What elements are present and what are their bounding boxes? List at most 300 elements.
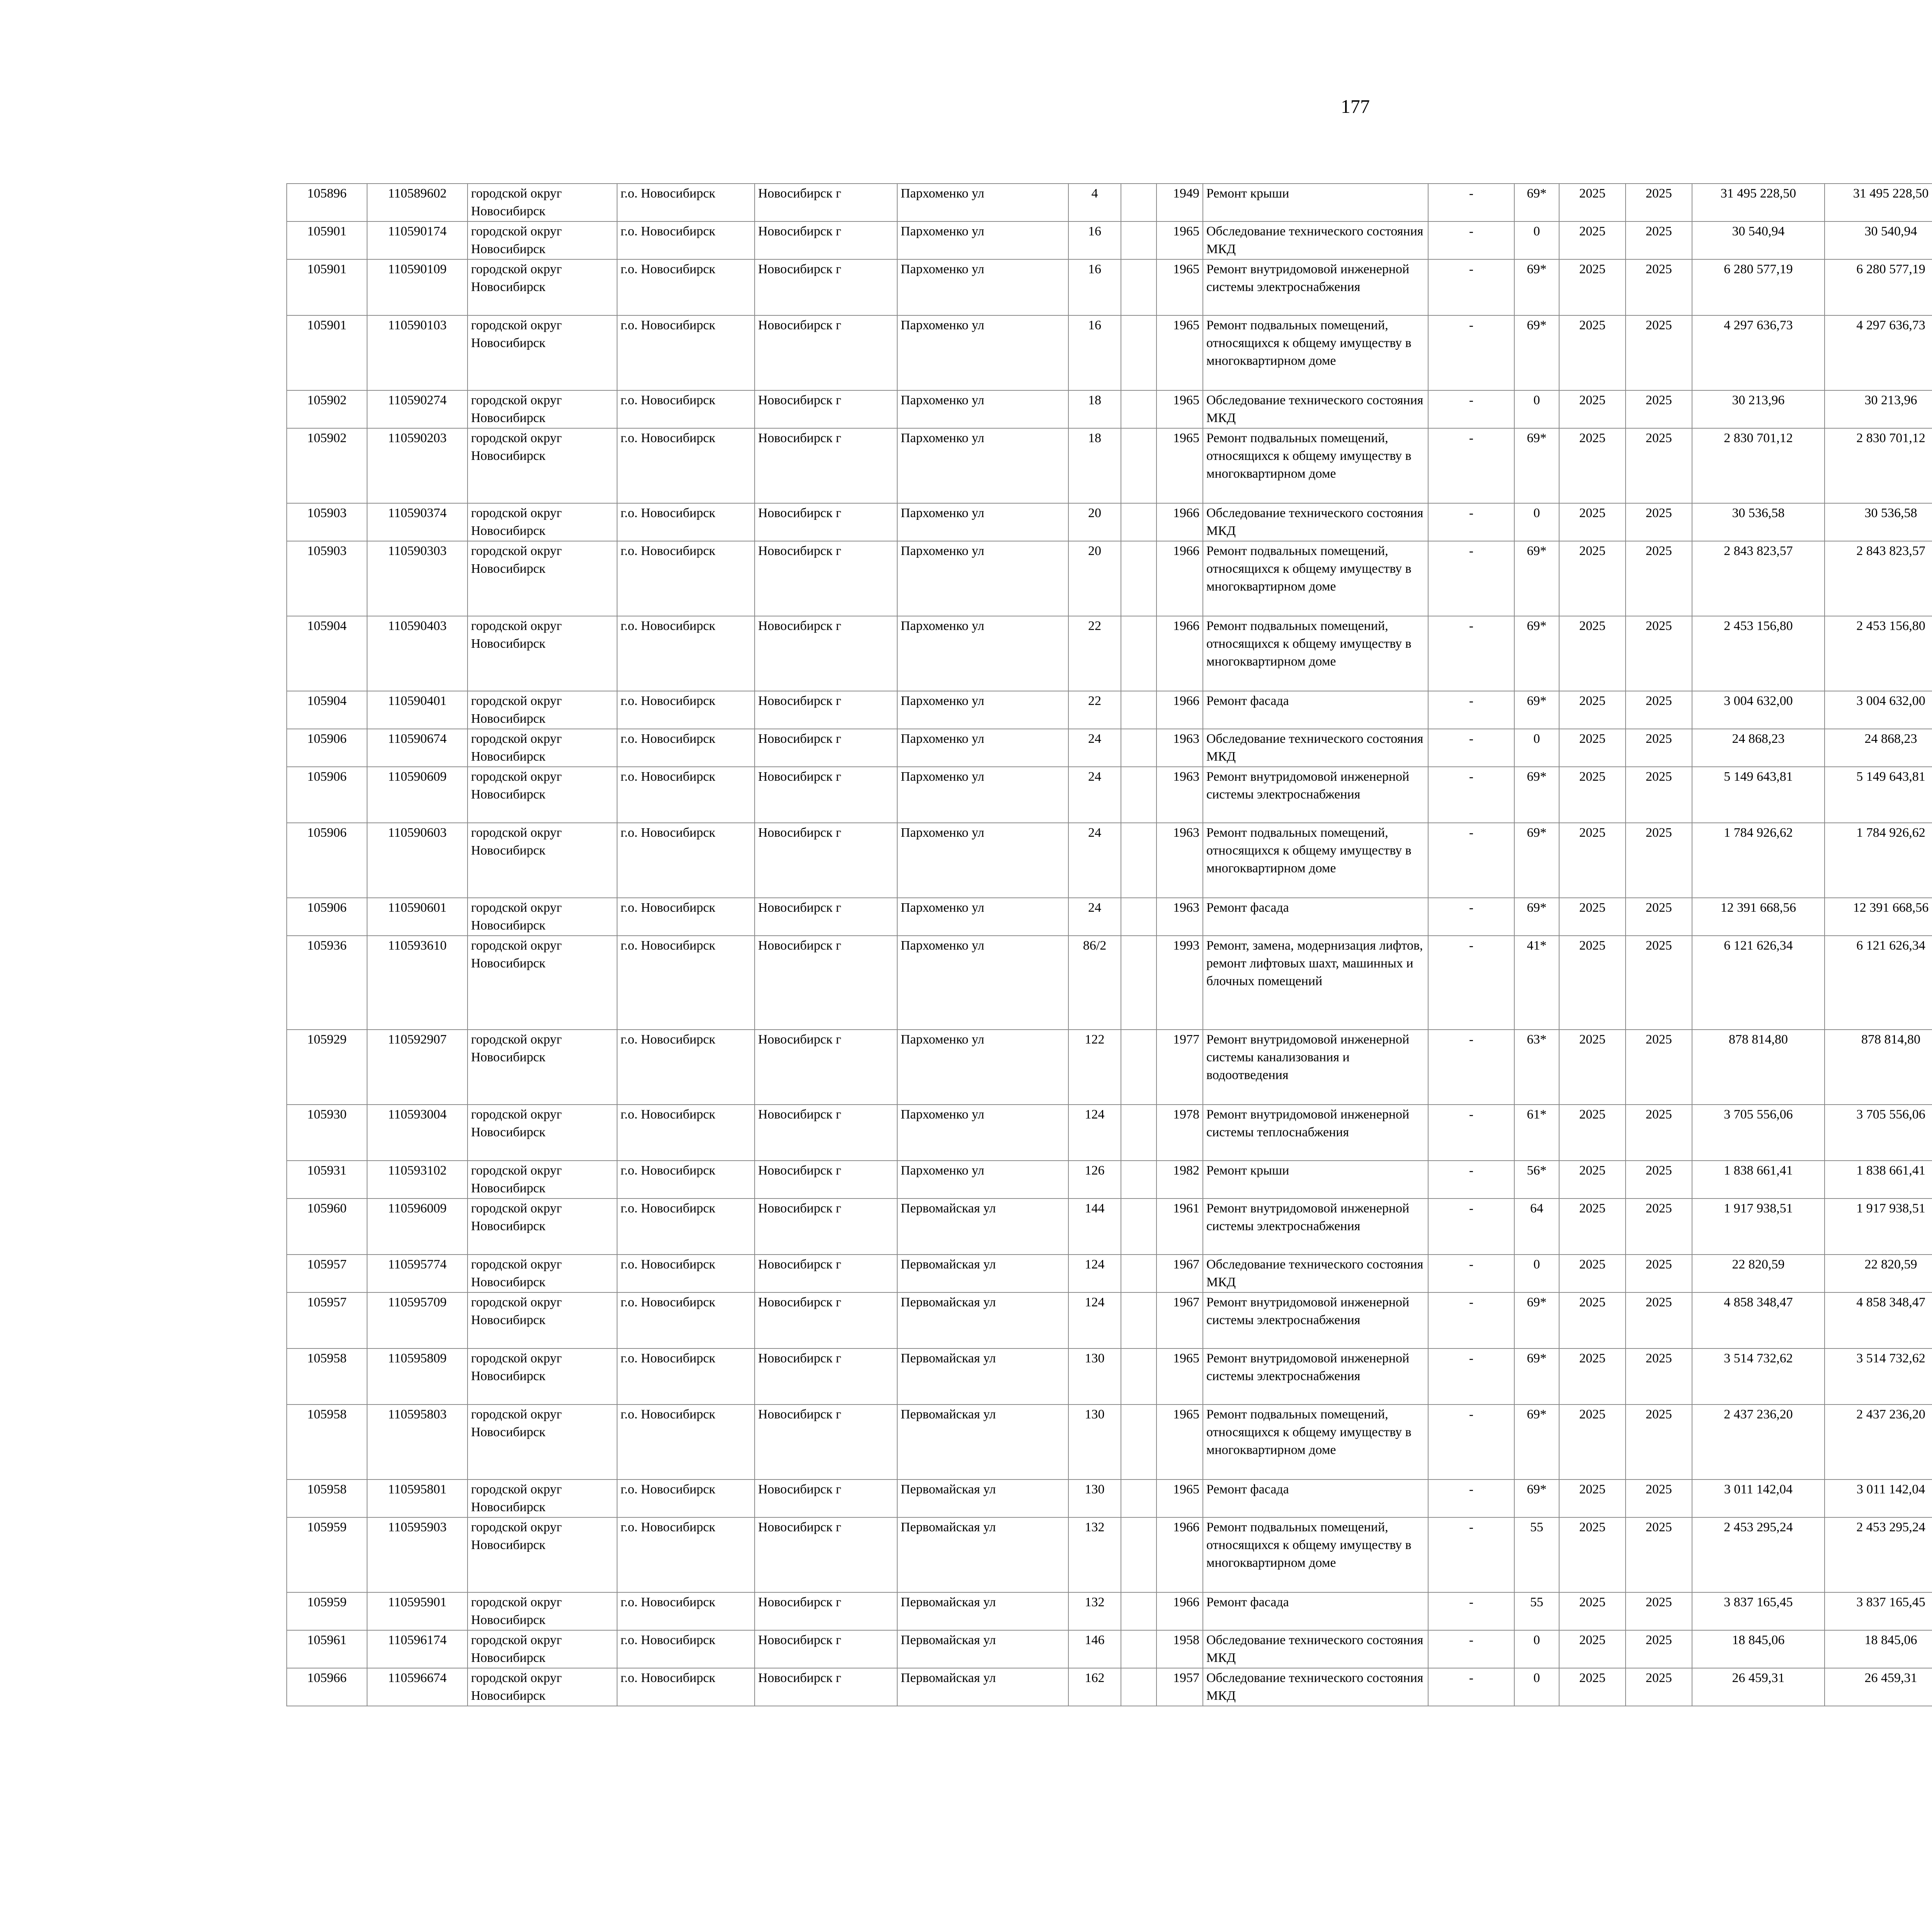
start-year-cell: 2025 — [1559, 428, 1626, 503]
end-year-cell: 2025 — [1626, 1105, 1692, 1161]
dash-cell: - — [1428, 1668, 1514, 1706]
work-type-cell: Ремонт внутридомовой инженерной системы электроснабжения — [1203, 1199, 1428, 1255]
total-cost-cell: 1 917 938,51 — [1692, 1199, 1825, 1255]
year-built-cell: 1958 — [1156, 1630, 1203, 1668]
total-cost-cell: 3 011 142,04 — [1692, 1479, 1825, 1517]
dash-cell: - — [1428, 428, 1514, 503]
year-built-cell: 1978 — [1156, 1105, 1203, 1161]
table-row — [287, 898, 1932, 936]
work-type-cell: Ремонт фасада — [1203, 691, 1428, 729]
wear-percent-cell: 69* — [1514, 898, 1559, 936]
start-year-cell: 2025 — [1559, 1348, 1626, 1405]
district-cell: городской округ Новосибирск — [468, 1405, 617, 1479]
start-year-cell: 2025 — [1559, 823, 1626, 898]
end-year-cell: 2025 — [1626, 390, 1692, 428]
object-id-cell: 105958 — [287, 1405, 367, 1479]
work-code-cell: 110595801 — [367, 1479, 468, 1517]
wear-percent-cell: 0 — [1514, 1255, 1559, 1292]
house-number-cell: 126 — [1068, 1161, 1121, 1199]
object-id-cell: 105936 — [287, 936, 367, 1030]
object-id-cell: 105958 — [287, 1479, 367, 1517]
work-type-cell: Ремонт подвальных помещений, относящихся к общему имуществу в многоквартирном доме — [1203, 823, 1428, 898]
city-cell: Новосибирск г — [755, 691, 897, 729]
street-cell: Пархоменко ул — [897, 428, 1068, 503]
end-year-cell: 2025 — [1626, 1255, 1692, 1292]
work-code-cell: 110596009 — [367, 1199, 468, 1255]
street-cell: Первомайская ул — [897, 1479, 1068, 1517]
city-cell: Новосибирск г — [755, 1479, 897, 1517]
street-cell: Первомайская ул — [897, 1255, 1068, 1292]
year-built-cell: 1963 — [1156, 823, 1203, 898]
object-id-cell: 105904 — [287, 691, 367, 729]
house-number-cell: 124 — [1068, 1255, 1121, 1292]
end-year-cell: 2025 — [1626, 541, 1692, 616]
capital-repair-table — [286, 183, 1932, 1706]
fund-cost-cell: 30 213,96 — [1825, 390, 1932, 428]
city-cell: Новосибирск г — [755, 823, 897, 898]
end-year-cell: 2025 — [1626, 616, 1692, 691]
street-cell: Пархоменко ул — [897, 729, 1068, 767]
table-row — [287, 1105, 1932, 1161]
district-cell: городской округ Новосибирск — [468, 315, 617, 390]
municipality-cell: г.о. Новосибирск — [617, 1255, 755, 1292]
table-row — [287, 767, 1932, 823]
start-year-cell: 2025 — [1559, 503, 1626, 541]
street-cell: Пархоменко ул — [897, 390, 1068, 428]
street-cell: Первомайская ул — [897, 1592, 1068, 1630]
year-built-cell: 1949 — [1156, 184, 1203, 221]
work-type-cell: Ремонт внутридомовой инженерной системы теплоснабжения — [1203, 1105, 1428, 1161]
house-number-cell: 16 — [1068, 259, 1121, 315]
object-id-cell: 105960 — [287, 1199, 367, 1255]
end-year-cell: 2025 — [1626, 823, 1692, 898]
year-built-cell: 1963 — [1156, 767, 1203, 823]
dash-cell: - — [1428, 1348, 1514, 1405]
table-row — [287, 1199, 1932, 1255]
city-cell: Новосибирск г — [755, 503, 897, 541]
table-row — [287, 1161, 1932, 1199]
start-year-cell: 2025 — [1559, 1292, 1626, 1348]
house-number-cell: 18 — [1068, 390, 1121, 428]
work-code-cell: 110590674 — [367, 729, 468, 767]
street-cell: Пархоменко ул — [897, 936, 1068, 1030]
work-type-cell: Ремонт внутридомовой инженерной системы электроснабжения — [1203, 1348, 1428, 1405]
start-year-cell: 2025 — [1559, 767, 1626, 823]
total-cost-cell: 30 213,96 — [1692, 390, 1825, 428]
house-number-cell: 144 — [1068, 1199, 1121, 1255]
year-built-cell: 1965 — [1156, 315, 1203, 390]
building-letter-cell — [1121, 1405, 1156, 1479]
house-number-cell: 24 — [1068, 823, 1121, 898]
object-id-cell: 105957 — [287, 1292, 367, 1348]
house-number-cell: 162 — [1068, 1668, 1121, 1706]
fund-cost-cell: 30 536,58 — [1825, 503, 1932, 541]
end-year-cell: 2025 — [1626, 898, 1692, 936]
building-letter-cell — [1121, 1161, 1156, 1199]
district-cell: городской округ Новосибирск — [468, 390, 617, 428]
end-year-cell: 2025 — [1626, 1668, 1692, 1706]
work-code-cell: 110590274 — [367, 390, 468, 428]
dash-cell: - — [1428, 691, 1514, 729]
year-built-cell: 1961 — [1156, 1199, 1203, 1255]
total-cost-cell: 1 784 926,62 — [1692, 823, 1825, 898]
building-letter-cell — [1121, 767, 1156, 823]
total-cost-cell: 2 453 156,80 — [1692, 616, 1825, 691]
wear-percent-cell: 69* — [1514, 691, 1559, 729]
object-id-cell: 105959 — [287, 1592, 367, 1630]
year-built-cell: 1963 — [1156, 729, 1203, 767]
total-cost-cell: 4 297 636,73 — [1692, 315, 1825, 390]
city-cell: Новосибирск г — [755, 616, 897, 691]
start-year-cell: 2025 — [1559, 616, 1626, 691]
building-letter-cell — [1121, 221, 1156, 259]
table-row — [287, 428, 1932, 503]
wear-percent-cell: 0 — [1514, 221, 1559, 259]
object-id-cell: 105903 — [287, 503, 367, 541]
wear-percent-cell: 0 — [1514, 1668, 1559, 1706]
street-cell: Пархоменко ул — [897, 184, 1068, 221]
start-year-cell: 2025 — [1559, 184, 1626, 221]
street-cell: Пархоменко ул — [897, 1105, 1068, 1161]
fund-cost-cell: 1 838 661,41 — [1825, 1161, 1932, 1199]
year-built-cell: 1966 — [1156, 691, 1203, 729]
start-year-cell: 2025 — [1559, 1255, 1626, 1292]
dash-cell: - — [1428, 616, 1514, 691]
fund-cost-cell: 12 391 668,56 — [1825, 898, 1932, 936]
total-cost-cell: 18 845,06 — [1692, 1630, 1825, 1668]
table-row — [287, 1592, 1932, 1630]
start-year-cell: 2025 — [1559, 691, 1626, 729]
house-number-cell: 20 — [1068, 503, 1121, 541]
district-cell: городской округ Новосибирск — [468, 1668, 617, 1706]
end-year-cell: 2025 — [1626, 315, 1692, 390]
wear-percent-cell: 69* — [1514, 1479, 1559, 1517]
building-letter-cell — [1121, 541, 1156, 616]
city-cell: Новосибирск г — [755, 1668, 897, 1706]
work-code-cell: 110590203 — [367, 428, 468, 503]
street-cell: Пархоменко ул — [897, 315, 1068, 390]
object-id-cell: 105904 — [287, 616, 367, 691]
end-year-cell: 2025 — [1626, 691, 1692, 729]
work-code-cell: 110595809 — [367, 1348, 468, 1405]
total-cost-cell: 31 495 228,50 — [1692, 184, 1825, 221]
fund-cost-cell: 2 453 295,24 — [1825, 1517, 1932, 1592]
total-cost-cell: 2 453 295,24 — [1692, 1517, 1825, 1592]
municipality-cell: г.о. Новосибирск — [617, 1030, 755, 1105]
street-cell: Пархоменко ул — [897, 898, 1068, 936]
building-letter-cell — [1121, 315, 1156, 390]
work-type-cell: Ремонт внутридомовой инженерной системы электроснабжения — [1203, 259, 1428, 315]
table-row — [287, 729, 1932, 767]
work-code-cell: 110590174 — [367, 221, 468, 259]
city-cell: Новосибирск г — [755, 1199, 897, 1255]
year-built-cell: 1965 — [1156, 221, 1203, 259]
object-id-cell: 105959 — [287, 1517, 367, 1592]
work-code-cell: 110595903 — [367, 1517, 468, 1592]
district-cell: городской округ Новосибирск — [468, 1161, 617, 1199]
table-row — [287, 390, 1932, 428]
wear-percent-cell: 69* — [1514, 259, 1559, 315]
house-number-cell: 86/2 — [1068, 936, 1121, 1030]
start-year-cell: 2025 — [1559, 729, 1626, 767]
fund-cost-cell: 2 453 156,80 — [1825, 616, 1932, 691]
wear-percent-cell: 69* — [1514, 767, 1559, 823]
street-cell: Первомайская ул — [897, 1668, 1068, 1706]
work-type-cell: Обследование технического состояния МКД — [1203, 503, 1428, 541]
district-cell: городской округ Новосибирск — [468, 503, 617, 541]
work-type-cell: Ремонт, замена, модернизация лифтов, ремонт лифтовых шахт, машинных и блочных помещений — [1203, 936, 1428, 1030]
wear-percent-cell: 0 — [1514, 729, 1559, 767]
work-type-cell: Обследование технического состояния МКД — [1203, 1630, 1428, 1668]
work-type-cell: Ремонт крыши — [1203, 184, 1428, 221]
wear-percent-cell: 69* — [1514, 616, 1559, 691]
district-cell: городской округ Новосибирск — [468, 898, 617, 936]
year-built-cell: 1965 — [1156, 390, 1203, 428]
district-cell: городской округ Новосибирск — [468, 1105, 617, 1161]
street-cell: Первомайская ул — [897, 1348, 1068, 1405]
municipality-cell: г.о. Новосибирск — [617, 315, 755, 390]
city-cell: Новосибирск г — [755, 1630, 897, 1668]
building-letter-cell — [1121, 1030, 1156, 1105]
start-year-cell: 2025 — [1559, 936, 1626, 1030]
dash-cell: - — [1428, 315, 1514, 390]
object-id-cell: 105903 — [287, 541, 367, 616]
fund-cost-cell: 18 845,06 — [1825, 1630, 1932, 1668]
work-type-cell: Ремонт внутридомовой инженерной системы электроснабжения — [1203, 1292, 1428, 1348]
work-code-cell: 110590609 — [367, 767, 468, 823]
work-code-cell: 110593610 — [367, 936, 468, 1030]
total-cost-cell: 30 540,94 — [1692, 221, 1825, 259]
municipality-cell: г.о. Новосибирск — [617, 1348, 755, 1405]
start-year-cell: 2025 — [1559, 221, 1626, 259]
year-built-cell: 1963 — [1156, 898, 1203, 936]
total-cost-cell: 3 705 556,06 — [1692, 1105, 1825, 1161]
end-year-cell: 2025 — [1626, 1161, 1692, 1199]
district-cell: городской округ Новосибирск — [468, 1592, 617, 1630]
object-id-cell: 105958 — [287, 1348, 367, 1405]
wear-percent-cell: 55 — [1514, 1517, 1559, 1592]
street-cell: Пархоменко ул — [897, 691, 1068, 729]
dash-cell: - — [1428, 1105, 1514, 1161]
total-cost-cell: 30 536,58 — [1692, 503, 1825, 541]
work-type-cell: Ремонт крыши — [1203, 1161, 1428, 1199]
year-built-cell: 1977 — [1156, 1030, 1203, 1105]
building-letter-cell — [1121, 1292, 1156, 1348]
building-letter-cell — [1121, 616, 1156, 691]
total-cost-cell: 3 837 165,45 — [1692, 1592, 1825, 1630]
total-cost-cell: 2 437 236,20 — [1692, 1405, 1825, 1479]
city-cell: Новосибирск г — [755, 1161, 897, 1199]
district-cell: городской округ Новосибирск — [468, 184, 617, 221]
city-cell: Новосибирск г — [755, 1255, 897, 1292]
end-year-cell: 2025 — [1626, 936, 1692, 1030]
district-cell: городской округ Новосибирск — [468, 1348, 617, 1405]
dash-cell: - — [1428, 1517, 1514, 1592]
work-type-cell: Ремонт внутридомовой инженерной системы электроснабжения — [1203, 767, 1428, 823]
table-row — [287, 1348, 1932, 1405]
municipality-cell: г.о. Новосибирск — [617, 1592, 755, 1630]
building-letter-cell — [1121, 1630, 1156, 1668]
year-built-cell: 1966 — [1156, 503, 1203, 541]
start-year-cell: 2025 — [1559, 1105, 1626, 1161]
house-number-cell: 146 — [1068, 1630, 1121, 1668]
object-id-cell: 105906 — [287, 898, 367, 936]
end-year-cell: 2025 — [1626, 428, 1692, 503]
page-number: 177 — [1341, 95, 1370, 117]
municipality-cell: г.о. Новосибирск — [617, 221, 755, 259]
city-cell: Новосибирск г — [755, 390, 897, 428]
fund-cost-cell: 26 459,31 — [1825, 1668, 1932, 1706]
city-cell: Новосибирск г — [755, 428, 897, 503]
fund-cost-cell: 31 495 228,50 — [1825, 184, 1932, 221]
street-cell: Первомайская ул — [897, 1405, 1068, 1479]
start-year-cell: 2025 — [1559, 1405, 1626, 1479]
end-year-cell: 2025 — [1626, 1292, 1692, 1348]
object-id-cell: 105906 — [287, 729, 367, 767]
end-year-cell: 2025 — [1626, 1630, 1692, 1668]
object-id-cell: 105961 — [287, 1630, 367, 1668]
municipality-cell: г.о. Новосибирск — [617, 936, 755, 1030]
house-number-cell: 124 — [1068, 1105, 1121, 1161]
year-built-cell: 1966 — [1156, 616, 1203, 691]
district-cell: городской округ Новосибирск — [468, 823, 617, 898]
object-id-cell: 105906 — [287, 767, 367, 823]
end-year-cell: 2025 — [1626, 1199, 1692, 1255]
work-type-cell: Ремонт подвальных помещений, относящихся к общему имуществу в многоквартирном доме — [1203, 1517, 1428, 1592]
start-year-cell: 2025 — [1559, 1668, 1626, 1706]
total-cost-cell: 24 868,23 — [1692, 729, 1825, 767]
work-code-cell: 110596174 — [367, 1630, 468, 1668]
start-year-cell: 2025 — [1559, 1030, 1626, 1105]
wear-percent-cell: 0 — [1514, 503, 1559, 541]
district-cell: городской округ Новосибирск — [468, 1199, 617, 1255]
work-code-cell: 110590401 — [367, 691, 468, 729]
table-row — [287, 616, 1932, 691]
fund-cost-cell: 3 705 556,06 — [1825, 1105, 1932, 1161]
street-cell: Пархоменко ул — [897, 1161, 1068, 1199]
fund-cost-cell: 4 858 348,47 — [1825, 1292, 1932, 1348]
table-row — [287, 1479, 1932, 1517]
end-year-cell: 2025 — [1626, 259, 1692, 315]
house-number-cell: 132 — [1068, 1592, 1121, 1630]
house-number-cell: 24 — [1068, 898, 1121, 936]
district-cell: городской округ Новосибирск — [468, 1479, 617, 1517]
wear-percent-cell: 0 — [1514, 390, 1559, 428]
work-type-cell: Ремонт фасада — [1203, 1592, 1428, 1630]
work-code-cell: 110590374 — [367, 503, 468, 541]
city-cell: Новосибирск г — [755, 1348, 897, 1405]
building-letter-cell — [1121, 729, 1156, 767]
object-id-cell: 105966 — [287, 1668, 367, 1706]
work-code-cell: 110596674 — [367, 1668, 468, 1706]
work-type-cell: Ремонт подвальных помещений, относящихся к общему имуществу в многоквартирном доме — [1203, 616, 1428, 691]
municipality-cell: г.о. Новосибирск — [617, 729, 755, 767]
fund-cost-cell: 3 011 142,04 — [1825, 1479, 1932, 1517]
wear-percent-cell: 63* — [1514, 1030, 1559, 1105]
city-cell: Новосибирск г — [755, 221, 897, 259]
street-cell: Пархоменко ул — [897, 616, 1068, 691]
house-number-cell: 18 — [1068, 428, 1121, 503]
municipality-cell: г.о. Новосибирск — [617, 898, 755, 936]
end-year-cell: 2025 — [1626, 1517, 1692, 1592]
fund-cost-cell: 2 843 823,57 — [1825, 541, 1932, 616]
work-code-cell: 110593004 — [367, 1105, 468, 1161]
municipality-cell: г.о. Новосибирск — [617, 1199, 755, 1255]
fund-cost-cell: 24 868,23 — [1825, 729, 1932, 767]
city-cell: Новосибирск г — [755, 315, 897, 390]
object-id-cell: 105906 — [287, 823, 367, 898]
wear-percent-cell: 69* — [1514, 1405, 1559, 1479]
start-year-cell: 2025 — [1559, 259, 1626, 315]
start-year-cell: 2025 — [1559, 1592, 1626, 1630]
dash-cell: - — [1428, 1592, 1514, 1630]
district-cell: городской округ Новосибирск — [468, 1030, 617, 1105]
wear-percent-cell: 69* — [1514, 1348, 1559, 1405]
total-cost-cell: 878 814,80 — [1692, 1030, 1825, 1105]
building-letter-cell — [1121, 390, 1156, 428]
end-year-cell: 2025 — [1626, 1405, 1692, 1479]
work-type-cell: Ремонт подвальных помещений, относящихся к общему имуществу в многоквартирном доме — [1203, 428, 1428, 503]
year-built-cell: 1993 — [1156, 936, 1203, 1030]
municipality-cell: г.о. Новосибирск — [617, 1517, 755, 1592]
dash-cell: - — [1428, 1479, 1514, 1517]
house-number-cell: 132 — [1068, 1517, 1121, 1592]
municipality-cell: г.о. Новосибирск — [617, 390, 755, 428]
dash-cell: - — [1428, 1255, 1514, 1292]
end-year-cell: 2025 — [1626, 1592, 1692, 1630]
table-row — [287, 221, 1932, 259]
total-cost-cell: 3 004 632,00 — [1692, 691, 1825, 729]
total-cost-cell: 2 830 701,12 — [1692, 428, 1825, 503]
building-letter-cell — [1121, 503, 1156, 541]
work-code-cell: 110590109 — [367, 259, 468, 315]
district-cell: городской округ Новосибирск — [468, 428, 617, 503]
work-code-cell: 110590603 — [367, 823, 468, 898]
table-row — [287, 1255, 1932, 1292]
start-year-cell: 2025 — [1559, 1199, 1626, 1255]
wear-percent-cell: 56* — [1514, 1161, 1559, 1199]
year-built-cell: 1957 — [1156, 1668, 1203, 1706]
object-id-cell: 105901 — [287, 259, 367, 315]
work-code-cell: 110593102 — [367, 1161, 468, 1199]
house-number-cell: 22 — [1068, 691, 1121, 729]
building-letter-cell — [1121, 184, 1156, 221]
table-row — [287, 691, 1932, 729]
start-year-cell: 2025 — [1559, 1630, 1626, 1668]
municipality-cell: г.о. Новосибирск — [617, 503, 755, 541]
year-built-cell: 1982 — [1156, 1161, 1203, 1199]
work-type-cell: Ремонт подвальных помещений, относящихся к общему имуществу в многоквартирном доме — [1203, 541, 1428, 616]
start-year-cell: 2025 — [1559, 1161, 1626, 1199]
district-cell: городской округ Новосибирск — [468, 729, 617, 767]
city-cell: Новосибирск г — [755, 936, 897, 1030]
year-built-cell: 1966 — [1156, 1592, 1203, 1630]
object-id-cell: 105957 — [287, 1255, 367, 1292]
table-row — [287, 315, 1932, 390]
work-code-cell: 110595709 — [367, 1292, 468, 1348]
table-row — [287, 1030, 1932, 1105]
dash-cell: - — [1428, 767, 1514, 823]
district-cell: городской округ Новосибирск — [468, 1630, 617, 1668]
year-built-cell: 1965 — [1156, 1405, 1203, 1479]
district-cell: городской округ Новосибирск — [468, 616, 617, 691]
municipality-cell: г.о. Новосибирск — [617, 1105, 755, 1161]
fund-cost-cell: 3 514 732,62 — [1825, 1348, 1932, 1405]
wear-percent-cell: 61* — [1514, 1105, 1559, 1161]
table-row — [287, 1668, 1932, 1706]
house-number-cell: 124 — [1068, 1292, 1121, 1348]
dash-cell: - — [1428, 898, 1514, 936]
